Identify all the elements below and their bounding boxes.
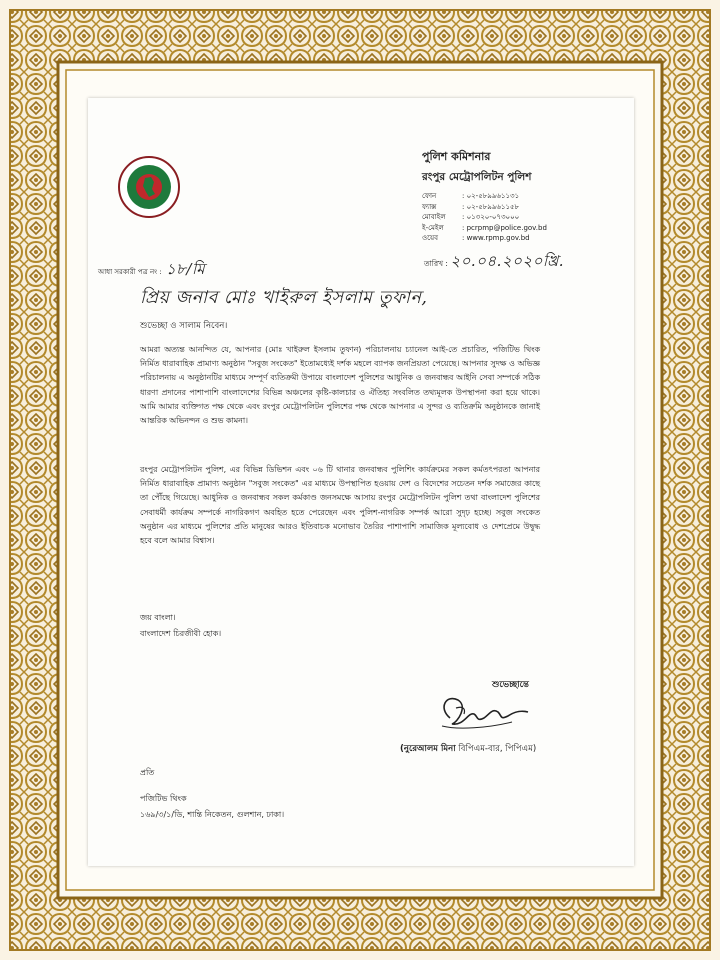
date-value: ২০.০৪.২০২০খ্রি. [450,252,565,270]
contact-phone: ফোন : ০২-৫৮৯৯৬১১৩১ [422,192,520,200]
memo-value: ১৮/মি [165,260,206,278]
government-seal [118,156,180,218]
to-label: প্রতি [140,768,155,777]
office-title: পুলিশ কমিশনার [422,150,491,163]
well-wisher-label: শুভেচ্ছান্তে [492,680,529,690]
letter-sheet [88,98,634,866]
recipient-address [140,791,284,823]
body-paragraph-1: আমরা অত্যন্ত আনন্দিত যে, আপনার (মোঃ খাইরুল ইসলাম তুফান) পরিচালনায় চ্যানেল আই-তে প্রচারিত, পজিটিভ থিংক নির্মিত ধারাবাহিক প্রামাণ্য অনুষ্ঠান "সবুজ সংকেত" ইতোমধ্যেই দর্শক মহলে ব্যাপক জনপ্রিয়তা পেয়েছে। আপনার সুদক্ষ ও অভিজ্ঞ পরিচালনায় এ অনুষ্ঠানটির মাধ্যমে সম্পূর্ণ ব্যতিক্রমী উপায়ে বাংলাদেশ পুলিশের আধুনিক ও জনবান্ধব আইনি সেবা সম্পর্কে সঠিক ধারণা প্রদানের পাশাপাশি বাংলাদেশের বিভিন্ন অঞ্চলের কৃষ্টি-কালচার ও ঐতিহ্য সংবলিত তথ্যমূলক উপস্থাপনা করা হয়ে থাকে। আমি আমার ব্যক্তিগত পক্ষ থেকে এবং রংপুর মেট্রোপলিটন পুলিশের পক্ষ থেকে আপনার এ সুন্দর ও ব্যতিক্রমি অনুষ্ঠানকে জানাই আন্তরিক অভিনন্দন ও শুভ কামনা। [140,345,540,426]
date-label: তারিখ : [424,259,448,268]
contact-fax: ফ্যাক্স : ০২-৫৮৯৯৬১১৫৮ [422,202,520,211]
memo-label: আধা সরকারী পত্র নং : [98,268,162,276]
signatory-name [400,742,536,756]
closing-lines [140,610,221,642]
closing-line-2: বাংলাদেশ চিরজীবী হোক। [140,629,222,638]
letter-date [424,250,564,275]
contact-web: ওয়েব : www.rpmp.gov.bd [422,234,530,242]
recipient-line-2: ১৬৯/৩/১/ডি, শান্তি নিকেতন, গুলশান, ঢাকা। [140,810,285,819]
contact-email: ই-মেইল : pcrpmp@police.gov.bd [422,223,547,232]
greeting: শুভেচ্ছা ও সালাম নিবেন। [140,321,228,331]
memo-number [98,258,205,283]
office-subtitle: রংপুর মেট্রোপলিটন পুলিশ [422,171,532,183]
signature [428,678,558,738]
closing-line-1: জয় বাংলা। [140,613,176,622]
salutation: প্রিয় জনাব মোঃ খাইরুল ইসলাম তুফান, [140,288,428,308]
body-paragraph-2: রংপুর মেট্রোপলিটন পুলিশ, এর বিভিন্ন ডিভিশন এবং ০৬ টি থানার জনবান্ধব পুলিশিং কার্যক্রমের সকল কর্মতৎপরতা আপনার নির্মিত ধারাবাহিক প্রামাণ্য অনুষ্ঠান "সবুজ সংকেত" এর মাধ্যমে উপস্থাপিত হওয়ায় দেশ ও বিদেশের সচেতন দর্শক সমাজের কাছে তা পৌঁছে গিয়েছে। আধুনিক ও জনবান্ধব সকল কর্মকাণ্ড জনসমক্ষে আসায় রংপুর মেট্রোপলিটন পুলিশ তথা বাংলাদেশ পুলিশের সেবাধর্মী কার্যক্রম সম্পর্কে নাগরিকগণ অবহিত হতে পেরেছেন এবং পুলিশ-নাগরিক সম্পর্ক আরো সুদৃঢ় হচ্ছে। সবুজ সংকেত অনুষ্ঠান এর মাধ্যমে পুলিশের প্রতি মানুষের আরও ইতিবাচক মনোভাব তৈরির পাশাপাশি সামাজিক মূল্যবোধ ও দেশপ্রেমে উদ্বুদ্ধ হবে বলে আমার বিশ্বাস। [140,465,540,546]
letterhead [422,148,632,244]
recipient-line-1: পজিটিভ থিংক [140,794,187,803]
signatory-name-text: (নুরেআলম মিনা [400,744,456,754]
contact-mobile: মোবাইল : ০১৩২০-০৭৩০০০ [422,213,520,221]
signatory-credentials: বিপিএম-বার, পিপিএম) [458,744,537,754]
